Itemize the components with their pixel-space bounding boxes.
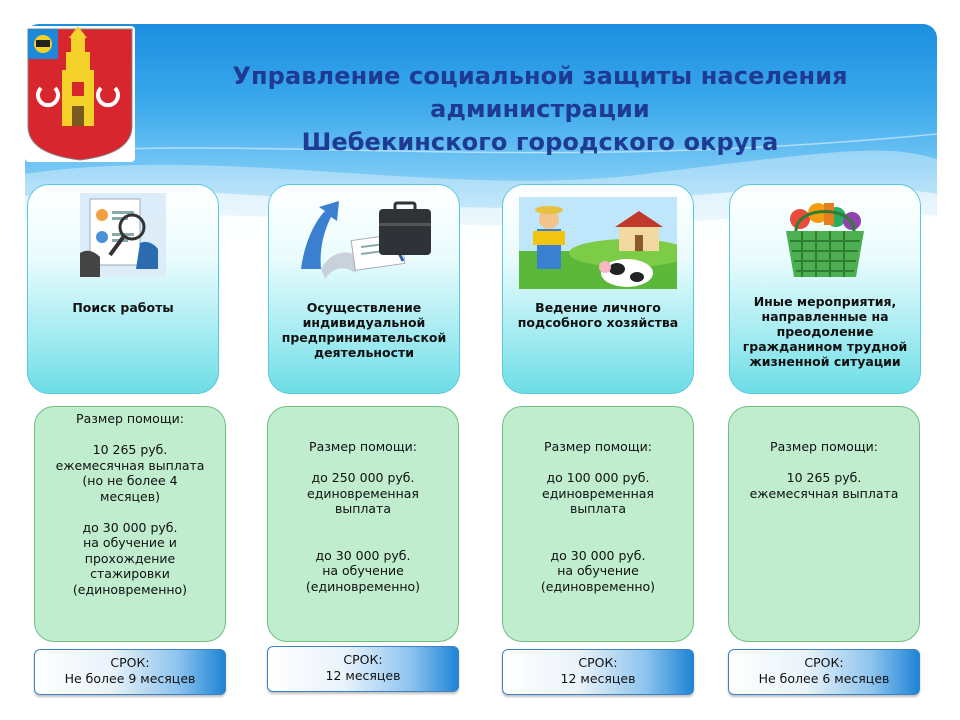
title-line-1: Управление социальной защиты населения администрации <box>232 62 848 123</box>
title-line-2: Шебекинского городского округа <box>301 128 779 156</box>
grocery-basket-icon <box>780 201 870 286</box>
help-card-job-search <box>34 406 226 642</box>
help-card-entrepreneurship <box>267 406 459 642</box>
briefcase-icon <box>295 199 435 290</box>
job-search-icon <box>80 193 166 282</box>
help-text: Размер помощи: до 250 000 руб. единовременная выплата до 30 000 руб. на обучение (единовременно) <box>305 439 421 594</box>
term-title: СРОК: <box>343 652 383 667</box>
help-card-household-farming <box>502 406 694 642</box>
term-box-other-measures <box>728 649 920 695</box>
topcard-other-measures <box>729 184 921 394</box>
term-title: СРОК: <box>804 655 844 670</box>
topcard-label: Осуществление индивидуальной предпринимательской деятельности <box>281 300 447 360</box>
term-box-entrepreneurship <box>267 646 459 692</box>
page-title <box>150 60 930 159</box>
term-value: Не более 9 месяцев <box>64 671 196 686</box>
topcard-entrepreneurship <box>268 184 460 394</box>
coat-of-arms-icon <box>25 26 135 162</box>
term-title: СРОК: <box>578 655 618 670</box>
help-text: Размер помощи: 10 265 руб. ежемесячная выплата <box>749 439 899 501</box>
topcard-label: Ведение личного подсобного хозяйства <box>517 300 679 330</box>
term-box-household-farming <box>502 649 694 695</box>
topcard-label: Иные мероприятия, направленные на преодоление гражданином трудной жизненной ситуации <box>742 294 908 369</box>
help-text: Размер помощи: до 100 000 руб. единовременная выплата до 30 000 руб. на обучение (единовременно) <box>540 439 656 594</box>
farmer-cow-icon <box>519 197 677 294</box>
topcard-label: Поиск работы <box>72 300 174 315</box>
topcard-household-farming <box>502 184 694 394</box>
term-value: 12 месяцев <box>560 671 636 686</box>
term-value: 12 месяцев <box>325 668 401 683</box>
term-title: СРОК: <box>110 655 150 670</box>
term-value: Не более 6 месяцев <box>758 671 890 686</box>
term-box-job-search <box>34 649 226 695</box>
topcard-job-search <box>27 184 219 394</box>
help-text: Размер помощи: 10 265 руб. ежемесячная выплата (но не более 4 месяцев) до 30 000 руб. на обучение и прохождение стажировки (единовременно) <box>55 411 205 597</box>
help-card-other-measures <box>728 406 920 642</box>
